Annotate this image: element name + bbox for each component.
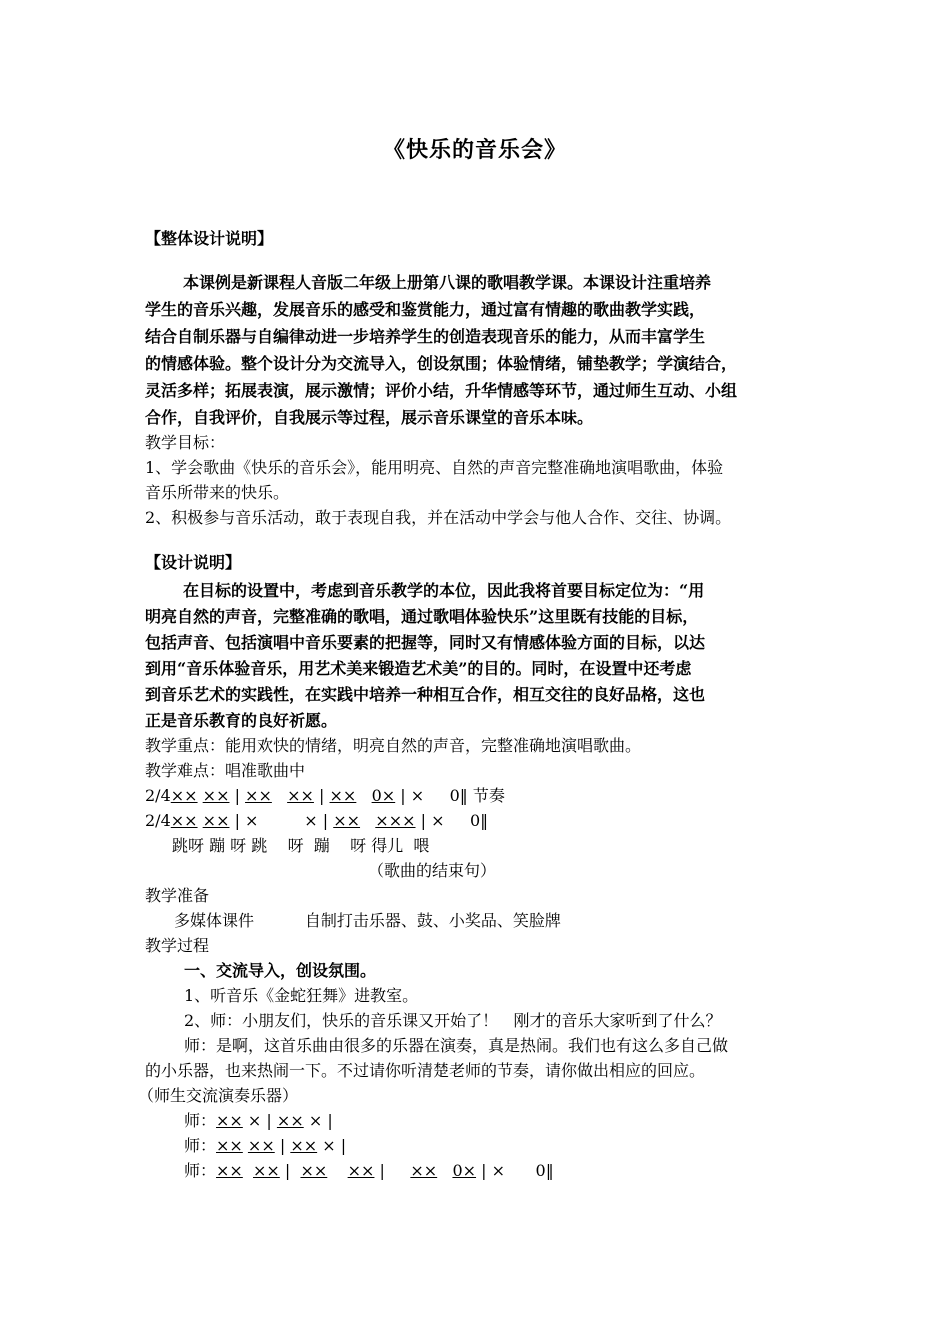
rhythm-end: 0‖ xyxy=(449,786,468,805)
design-notes-line-5: 到音乐艺术的实践性，在实践中培养一种相互合作，相互交往的良好品格，这也 xyxy=(145,685,706,704)
lyrics-note: （歌曲的结束句） xyxy=(368,861,497,880)
rhythm-note: 0× xyxy=(452,1161,477,1180)
time-signature: 2/4 xyxy=(145,786,171,805)
rhythm-note: ×× xyxy=(247,1136,275,1155)
overall-design-line-2: 学生的音乐兴趣，发展音乐的感受和鉴赏能力，通过富有情趣的歌曲教学实践， xyxy=(145,300,706,319)
rhythm-note: ×× xyxy=(410,1161,438,1180)
rhythm-label: 节奏 xyxy=(472,786,505,805)
difficulty: 教学难点：唱准歌曲中 xyxy=(145,761,306,780)
prep-items: 多媒体课件 自制打击乐器、鼓、小奖品、笑脸牌 xyxy=(174,911,561,930)
goal-line-2: 音乐所带来的快乐。 xyxy=(145,483,290,502)
overall-design-line-4: 的情感体验。整个设计分为交流导入，创设氛围；体验情绪，铺垫教学；学演结合， xyxy=(145,354,738,373)
rhythm-note: ×× xyxy=(287,786,314,805)
bar-line: | xyxy=(319,786,325,805)
process-line-5: （师生交流演奏乐器） xyxy=(138,1086,299,1105)
key-point: 教学重点：能用欢快的情绪，明亮自然的声音，完整准确地演唱歌曲。 xyxy=(145,736,642,755)
bar-line: | xyxy=(279,1136,286,1155)
rhythm-note: ×× xyxy=(202,811,230,830)
rhythm-note: × xyxy=(245,811,259,830)
document-title: 《快乐的音乐会》 xyxy=(382,138,567,163)
teacher-rhythm-2 xyxy=(184,1133,854,1158)
rhythm-note: ×× xyxy=(290,1136,318,1155)
bar-line: | xyxy=(266,1111,272,1130)
bar-line: | xyxy=(340,1136,347,1155)
bar-line: | xyxy=(481,1161,487,1180)
rhythm-note: × xyxy=(410,786,425,805)
lyrics-line: 跳呀 蹦 呀 跳 呀 蹦 呀 得儿 喂 xyxy=(172,836,430,855)
teacher-label: 师： xyxy=(184,1161,217,1180)
bar-line: | xyxy=(327,1111,333,1130)
rhythm-note: ×× xyxy=(216,1136,243,1155)
rhythm-note: 0× xyxy=(371,786,396,805)
rhythm-note: ×× xyxy=(253,1161,280,1180)
bar-line: | xyxy=(234,811,240,830)
teacher-rhythm-3 xyxy=(184,1158,854,1183)
rhythm-note: × xyxy=(431,811,445,830)
goal-line-1: 1、学会歌曲《快乐的音乐会》，能用明亮、自然的声音完整准确地演唱歌曲，体验 xyxy=(145,458,724,477)
rhythm-note: ×× xyxy=(300,1161,328,1180)
bar-line: | xyxy=(284,1161,291,1180)
rhythm-end: 0‖ xyxy=(469,811,489,830)
rhythm-line-2 xyxy=(145,808,815,833)
rhythm-note: × xyxy=(308,1111,323,1130)
design-notes-line-6: 正是音乐教育的良好祈愿。 xyxy=(145,711,338,730)
rhythm-note: × xyxy=(247,1111,262,1130)
bar-line: | xyxy=(379,1161,385,1180)
rhythm-note: ×× xyxy=(170,811,198,830)
process-line-4: 的小乐器，也来热闹一下。不过请你听清楚老师的节奏，请你做出相应的回应。 xyxy=(145,1061,706,1080)
rhythm-end: 0‖ xyxy=(535,1161,554,1180)
time-signature: 2/4 xyxy=(145,811,171,830)
section-heading-design-notes: 【设计说明】 xyxy=(145,553,242,572)
rhythm-note: ×× xyxy=(170,786,198,805)
design-notes-line-1: 在目标的设置中，考虑到音乐教学的本位，因此我将首要目标定位为：“用 xyxy=(183,581,705,600)
design-notes-line-4: 到用“音乐体验音乐，用艺术美来锻造艺术美”的目的。同时，在设置中还考虑 xyxy=(145,659,692,678)
bar-line: | xyxy=(322,811,329,830)
rhythm-note: ×× xyxy=(202,786,230,805)
rhythm-note: × xyxy=(322,1136,336,1155)
bar-line: | xyxy=(420,811,426,830)
process-line-2: 2、师：小朋友们，快乐的音乐课又开始了！ 刚才的音乐大家听到了什么？ xyxy=(184,1011,722,1030)
overall-design-line-5: 灵活多样；拓展表演，展示激情；评价小结，升华情感等环节，通过师生互动、小组 xyxy=(145,381,738,400)
overall-design-line-6: 合作，自我评价，自我展示等过程，展示音乐课堂的音乐本味。 xyxy=(145,408,594,427)
teacher-label: 师： xyxy=(184,1111,217,1130)
process-label: 教学过程 xyxy=(145,936,210,955)
rhythm-note: ×× xyxy=(329,786,357,805)
process-line-3: 师：是啊，这首乐曲由很多的乐器在演奏，真是热闹。我们也有这么多自己做 xyxy=(184,1036,729,1055)
overall-design-line-3: 结合自制乐器与自编律动进一步培养学生的创造表现音乐的能力，从而丰富学生 xyxy=(145,327,706,346)
rhythm-note: ×× xyxy=(245,786,272,805)
design-notes-line-2: 明亮自然的声音，完整准确的歌唱，通过歌唱体验快乐”这里既有技能的目标， xyxy=(145,607,699,626)
goal-line-3: 2、积极参与音乐活动，敢于表现自我，并在活动中学会与他人合作、交往、协调。 xyxy=(145,508,732,527)
teacher-label: 师： xyxy=(184,1136,217,1155)
goals-label: 教学目标： xyxy=(145,433,226,452)
rhythm-note: ×× xyxy=(347,1161,375,1180)
rhythm-note: × xyxy=(304,811,318,830)
bar-line: | xyxy=(234,786,240,805)
rhythm-note: ×× xyxy=(333,811,361,830)
process-line-1: 1、听音乐《金蛇狂舞》进教室。 xyxy=(184,986,419,1005)
bar-line: | xyxy=(400,786,406,805)
design-notes-line-3: 包括声音、包括演唱中音乐要素的把握等，同时又有情感体验方面的目标，以达 xyxy=(145,633,706,652)
rhythm-line-1 xyxy=(145,783,815,808)
process-step-1: 一、交流导入，创设氛围。 xyxy=(184,961,377,980)
rhythm-note: ×× xyxy=(216,1111,243,1130)
teacher-rhythm-1 xyxy=(184,1108,854,1133)
section-heading-overall-design: 【整体设计说明】 xyxy=(145,229,274,248)
prep-label: 教学准备 xyxy=(145,886,210,905)
rhythm-note: ×× xyxy=(216,1161,243,1180)
rhythm-note: ×× xyxy=(276,1111,304,1130)
rhythm-note: ××× xyxy=(375,811,416,830)
rhythm-note: × xyxy=(491,1161,506,1180)
overall-design-line-1: 本课例是新课程人音版二年级上册第八课的歌唱教学课。本课设计注重培养 xyxy=(183,273,712,292)
